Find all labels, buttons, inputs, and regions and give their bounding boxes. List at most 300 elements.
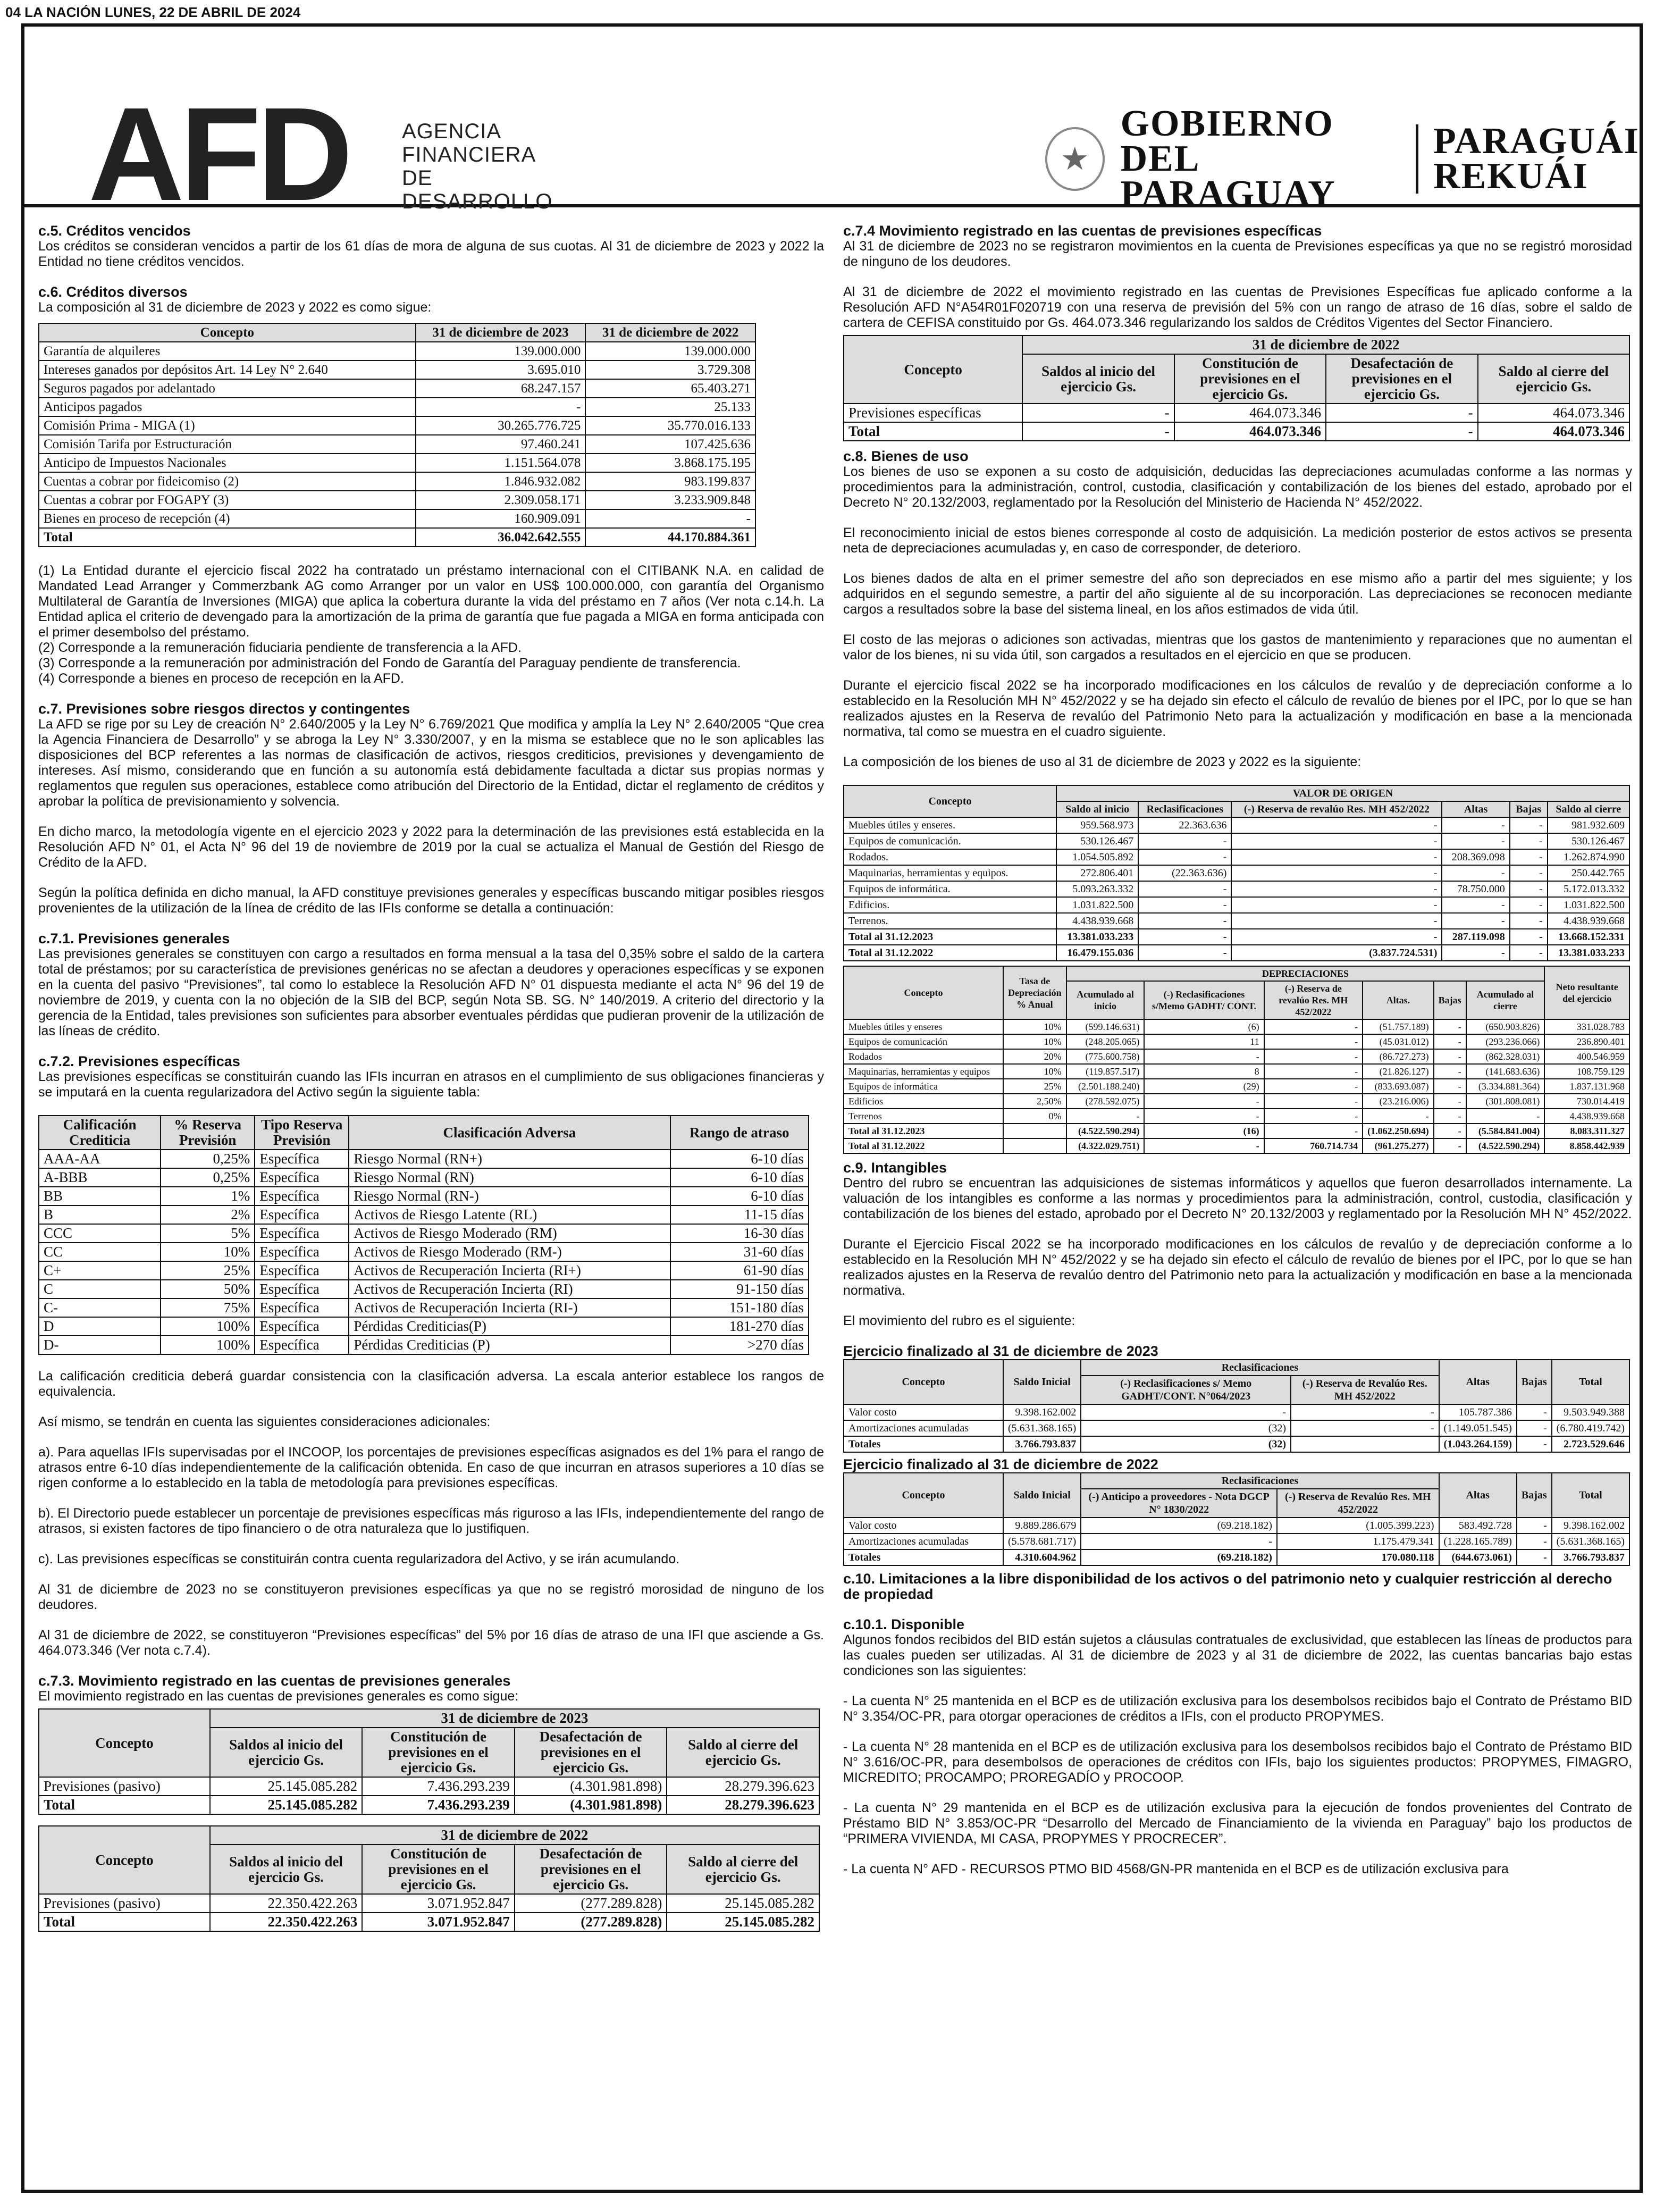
table-cell: - — [1264, 1064, 1363, 1079]
table-cell: 31-60 días — [670, 1243, 809, 1261]
table-cell: Comisión Prima - MIGA (1) — [39, 416, 416, 435]
table-cell: Total — [39, 528, 416, 547]
table-cell: 151-180 días — [670, 1298, 809, 1317]
footnotes — [38, 563, 824, 686]
table-cell: - — [585, 509, 755, 528]
table-cell: 100% — [161, 1317, 255, 1336]
table-row — [39, 416, 755, 435]
table-cell: (644.673.061) — [1439, 1549, 1517, 1565]
table-cell: C — [39, 1280, 161, 1298]
table-cell: Muebles útiles y enseres — [844, 1019, 1003, 1034]
table-cell: 13.381.033.233 — [1548, 945, 1629, 961]
table-cell: 9.503.949.388 — [1552, 1404, 1629, 1420]
table-cell: - — [1138, 881, 1231, 897]
table-title: Ejercicio finalizado al 31 de diciembre de 2023 — [843, 1343, 1158, 1359]
table-cell: 139.000.000 — [416, 342, 586, 361]
paragraph: La AFD se rige por su Ley de creación N° 2.640/2005 y la Ley N° 6.769/2021 Que modifica y amplía la Ley N° 2.640/2005 “Que crea la Agencia Financiera de Desarrollo” y se abroga la Ley N° 3.330/2007, y en la misma se establece que no le son aplicables las disposiciones del BCP referentes a las normas de clasificación de activos, riesgos crediticios, previsiones y devengamiento de intereses. Así mismo, considerando que en función a su autonomía está debidamente facultada a dictar sus propias normas y reglamentos que regulen sus operaciones, establece como atribución del Directorio de la Entidad, dictar el reglamento de créditos y aprobar la política de previsionamiento y solvencia. — [38, 717, 824, 809]
table-cell: Intereses ganados por depósitos Art. 14 Ley N° 2.640 — [39, 361, 416, 379]
table-cell: (3.334.881.364) — [1466, 1079, 1545, 1094]
table-cell: 8 — [1144, 1064, 1264, 1079]
table-row — [844, 913, 1629, 929]
table-cell: - — [1434, 1019, 1466, 1034]
section-title: c.7.1. Previsiones generales — [38, 931, 230, 946]
table-cell: (775.600.758) — [1066, 1049, 1145, 1064]
ad-header — [24, 27, 1640, 228]
paragraph: a). Para aquellas IFIs supervisadas por el INCOOP, los porcentajes de previsiones específicas asignados es del 1% para el rango de atrasos entre 6-10 días independientemente de la calificación obtenida. En caso de que incurran en atrasos superiores a 10 días se rigen conforme a lo establecido en la tabla de metodología para previsiones específicas. — [38, 1445, 824, 1490]
table-row — [39, 1187, 809, 1205]
table-cell: (69.218.182) — [1081, 1549, 1277, 1565]
table-cell: - — [1517, 1420, 1552, 1436]
paragraph: La composición al 31 de diciembre de 2023 y 2022 es como sigue: — [38, 300, 432, 315]
table-cell: (862.328.031) — [1466, 1049, 1545, 1064]
table-cell: Totales — [844, 1436, 1003, 1452]
table-cell: - — [1517, 1518, 1552, 1534]
table-cell: 16.479.155.036 — [1056, 945, 1138, 961]
table-cell: (1.149.051.545) — [1439, 1420, 1517, 1436]
table-cell: (650.903.826) — [1466, 1019, 1545, 1034]
total-row — [844, 945, 1629, 961]
table-cell: 25.133 — [585, 398, 755, 416]
table-row — [844, 881, 1629, 897]
table-cell: (141.683.636) — [1466, 1064, 1545, 1079]
paragraph: Al 31 de diciembre de 2022 el movimiento registrado en las cuentas de Previsiones Específicas fue aplicado conforme a la Resolución AFD N°A54R01F020719 con una reserva de previsión del 5% con un rango de atraso de 16 días, sobre el saldo de cartera de CEFISA constituido por Gs. 464.073.346 regularizando los saldos de Créditos Vigentes del Sector Financiero. — [843, 284, 1632, 330]
right-column — [843, 223, 1632, 1892]
table-cell: Cuentas a cobrar por FOGAPY (3) — [39, 491, 416, 509]
table-cell: Específica — [255, 1261, 349, 1280]
footnote: (2) Corresponde a la remuneración fiduciaria pendiente de transferencia a la AFD. — [38, 640, 522, 655]
table-cell: Terrenos. — [844, 913, 1056, 929]
table-row — [844, 1534, 1629, 1549]
table-row — [39, 435, 755, 454]
paragraph: La composición de los bienes de uso al 31 de diciembre de 2023 y 2022 es la siguiente: — [843, 755, 1362, 769]
paragraph: Al 31 de diciembre de 2022, se constituyeron “Previsiones específicas” del 5% por 16 días de atraso de una IFI que asciende a Gs. 464.073.346 (Ver nota c.7.4). — [38, 1628, 824, 1658]
table-cell: 0,25% — [161, 1150, 255, 1168]
afd-logo-text: AFD — [88, 80, 349, 228]
table-cell: - — [1231, 865, 1442, 881]
table-cell: - — [1291, 1420, 1439, 1436]
table-cell: - — [1442, 945, 1509, 961]
table-cell: (21.826.127) — [1363, 1064, 1434, 1079]
table-cell: - — [1081, 1534, 1277, 1549]
paragraph: Según la política definida en dicho manual, la AFD constituye previsiones generales y específicas buscando mitigar posibles riesgos provenientes de la utilización de la línea de crédito de las IFIs conforme se detalla a continuación: — [38, 885, 824, 916]
table-cell: Seguros pagados por adelantado — [39, 379, 416, 398]
table-row — [844, 1049, 1629, 1064]
table-cell: (6) — [1144, 1019, 1264, 1034]
table-row — [844, 817, 1629, 833]
table-cell: Específica — [255, 1168, 349, 1187]
table-cell: (2.501.188.240) — [1066, 1079, 1145, 1094]
bienes-depreciaciones-table: Concepto Tasa de Depreciación % Anual DEPRECIACIONES Neto resultante del ejercicio Acumulado al inicio (-) Reclasificaciones s/Memo GADHT/ CONT. (-) Reserva de revalúo Res. MH 452/2022 Altas. Bajas Acumulado al cierre Muebles útiles y enseres 10% (599.146.631) (6) - (51.757.189) - (650.903.826) 331.028.783 Equipos de comunicación 10% (248.205.065) 11 - (45.031.012) - (293.236.066) 236.890.401 Rodados 20% (775.600.758) - - (86.727.273) - (862.328.031) 400.546.959 Maquinarias, herramientas y equipos 10% (119.857.517) 8 - (21.826.127) - (141.683.636) 108.759.129 Equipos de informática 25% (2.501.188.240) (29) - (833.693.087) - (3.334.881.364) 1.837.131.968 Edificios 2,50% (278.592.075) - - (23.216.006) - (301.808.081) 730.014.419 Terrenos 0% - - - - - - 4.438.939.668 Total al 31.12.2023 (4.522.590.294) (16) - (1.062.250.694) - (5.584.841.004) 8.083.311.327 Total al 31.12.2022 (4.322.029.751) - 760.714.734 (961.275.277) - (4.522.590.294) 8.858.442.939 — [843, 966, 1630, 1154]
table-cell: (248.205.065) — [1066, 1034, 1145, 1049]
table-cell: 107.425.636 — [585, 435, 755, 454]
table-cell: 0% — [1003, 1109, 1066, 1124]
total-row — [844, 1549, 1629, 1565]
table-row — [39, 1298, 809, 1317]
table-row — [39, 1150, 809, 1168]
table-row — [844, 1404, 1629, 1420]
table-cell: - — [1231, 833, 1442, 849]
table-cell: Específica — [255, 1280, 349, 1298]
table-cell: 13.668.152.331 — [1548, 929, 1629, 945]
table-cell: (301.808.081) — [1466, 1094, 1545, 1109]
table-cell: - — [1466, 1109, 1545, 1124]
table-cell: - — [1434, 1094, 1466, 1109]
table-cell: (1.005.399.223) — [1277, 1518, 1439, 1534]
paragraph: Algunos fondos recibidos del BID están sujetos a cláusulas contratuales de exclusividad, que establecen las líneas de productos para las cuales pueden ser utilizadas. Al 31 de diciembre de 2023 y al 31 de diciembre de 2022, las cuentas bancarias bajo estas condiciones son las siguientes: — [843, 1632, 1632, 1678]
table-cell: (4.522.590.294) — [1066, 1124, 1145, 1138]
table-cell: 1.846.932.082 — [416, 472, 586, 491]
table-row — [39, 1224, 809, 1243]
table-cell: 5.172.013.332 — [1548, 881, 1629, 897]
table-cell: - — [1510, 913, 1548, 929]
table-cell: (16) — [1144, 1124, 1264, 1138]
table-cell: (69.218.182) — [1081, 1518, 1277, 1534]
table-cell: - — [1138, 849, 1231, 865]
paragraph: c). Las previsiones específicas se constituirán contra cuenta regularizadora del Activo, y se irán acumulando. — [38, 1552, 680, 1566]
table-cell: - — [1231, 817, 1442, 833]
gov-name: GOBIERNO DEL PARAGUAY — [1120, 103, 1336, 214]
table-cell: (599.146.631) — [1066, 1019, 1145, 1034]
section-title: c.7.2. Previsiones específicas — [38, 1053, 240, 1069]
section-title: c.7. Previsiones sobre riesgos directos y contingentes — [38, 701, 410, 717]
table-cell: BB — [39, 1187, 161, 1205]
table-cell — [1003, 1138, 1066, 1153]
table-cell: 25% — [1003, 1079, 1066, 1094]
table-row — [39, 509, 755, 528]
paragraph: Los créditos se consideran vencidos a partir de los 61 días de mora de alguna de sus cuotas. Al 31 de diciembre de 2023 y 2022 la Entidad no tiene créditos vencidos. — [38, 239, 824, 269]
table-cell: 50% — [161, 1280, 255, 1298]
table-row — [39, 342, 755, 361]
table-row — [39, 1261, 809, 1280]
table-cell: - — [1144, 1049, 1264, 1064]
table-row — [39, 1317, 809, 1336]
table-cell: 4.438.939.668 — [1544, 1109, 1629, 1124]
table-cell: 181-270 días — [670, 1317, 809, 1336]
table-cell: Muebles útiles y enseres. — [844, 817, 1056, 833]
paragraph: El movimiento del rubro es el siguiente: — [843, 1313, 1075, 1328]
paragraph: - La cuenta N° 29 mantenida en el BCP es de utilización exclusiva para la ejecución de fondos provenientes del Contrato de Préstamo BID N° 3.853/OC-PR “Desarrollo del Mercado de Financiamiento de la vivienda en Paraguay” bajo los productos de “PRIMERA VIVIENDA, MI CASA, PROPYMES Y PROCRECER”. — [843, 1800, 1632, 1846]
table-cell: 9.889.286.679 — [1003, 1518, 1081, 1534]
table-row — [844, 1109, 1629, 1124]
table-cell: 4.438.939.668 — [1056, 913, 1138, 929]
table-cell: (32) — [1081, 1436, 1291, 1452]
table-row — [844, 1420, 1629, 1436]
table-cell: 287.119.098 — [1442, 929, 1509, 945]
paragraph: El reconocimiento inicial de estos bienes corresponde al costo de adquisición. La medición posterior de estos activos se presenta neta de depreciaciones acumuladas y, en caso de corresponder, de deterioro. — [843, 525, 1632, 556]
table-cell: - — [1434, 1138, 1466, 1153]
table-cell: (23.216.006) — [1363, 1094, 1434, 1109]
table-cell: (51.757.189) — [1363, 1019, 1434, 1034]
table-cell: Específica — [255, 1224, 349, 1243]
table-cell: - — [1363, 1109, 1434, 1124]
table-cell: - — [1442, 913, 1509, 929]
table-cell: - — [1517, 1404, 1552, 1420]
table-cell: Maquinarias, herramientas y equipos. — [844, 865, 1056, 881]
table-cell: 25% — [161, 1261, 255, 1280]
table-cell: - — [1510, 881, 1548, 897]
table-cell: (29) — [1144, 1079, 1264, 1094]
table-cell: (3.837.724.531) — [1231, 945, 1442, 961]
bienes-valor-origen-table: Concepto VALOR DE ORIGEN Saldo al inicio Reclasificaciones (-) Reserva de revalúo Res. MH 452/2022 Altas Bajas Saldo al cierre Muebles útiles y enseres. 959.568.973 22.363.636 - - - 981.932.609 Equipos de comunicación. 530.126.467 - - - - 530.126.467 Rodados. 1.054.505.892 - - 208.369.098 - 1.262.874.990 Maquinarias, herramientas y equipos. 272.806.401 (22.363.636) - - - 250.442.765 Equipos de informática. 5.093.263.332 - - 78.750.000 - 5.172.013.332 Edificios. 1.031.822.500 - - - - 1.031.822.500 Terrenos. 4.438.939.668 - - - - 4.438.939.668 Total al 31.12.2023 13.381.033.233 - - 287.119.098 - 13.668.152.331 Total al 31.12.2022 16.479.155.036 - (3.837.724.531) - - 13.381.033.233 — [843, 785, 1630, 961]
table-cell: (1.062.250.694) — [1363, 1124, 1434, 1138]
table-cell: Garantía de alquileres — [39, 342, 416, 361]
footnote: (4) Corresponde a bienes en proceso de recepción en la AFD. — [38, 671, 404, 686]
table-cell: C+ — [39, 1261, 161, 1280]
table-cell: Amortizaciones acumuladas — [844, 1420, 1003, 1436]
table-cell: - — [1144, 1094, 1264, 1109]
table-cell: 3.766.793.837 — [1003, 1436, 1081, 1452]
paragraph: El movimiento registrado en las cuentas de previsiones generales es como sigue: — [38, 1689, 519, 1704]
table-cell: 250.442.765 — [1548, 865, 1629, 881]
table-cell: 208.369.098 — [1442, 849, 1509, 865]
section-title: c.10. Limitaciones a la libre disponibilidad de los activos o del patrimonio neto y cualquier restricción al derecho de propiedad — [843, 1571, 1612, 1602]
table-row — [39, 454, 755, 472]
table-cell: 44.170.884.361 — [585, 528, 755, 547]
table-cell: 11-15 días — [670, 1205, 809, 1224]
table-cell: 160.909.091 — [416, 509, 586, 528]
table-cell: 2.309.058.171 — [416, 491, 586, 509]
table-cell: (5.584.841.004) — [1466, 1124, 1545, 1138]
logo-divider — [1416, 124, 1418, 194]
table-cell: 61-90 días — [670, 1261, 809, 1280]
previsiones-especificas-table: Calificación Crediticia % Reserva Previsión Tipo Reserva Previsión Clasificación Adversa Rango de atraso AAA-AA 0,25% Específica Riesgo Normal (RN+) 6-10 días A-BBB 0,25% Específica Riesgo Normal (RN) 6-10 días BB 1% Específica Riesgo Normal (RN-) 6-10 días B 2% Específica Activos de Riesgo Latente (RL) 11-15 días CCC 5% Específica Activos de Riesgo Moderado (RM) 16-30 días CC 10% Específica Activos de Riesgo Moderado (RM-) 31-60 días C+ 25% Específica Activos de Recuperación Incierta (RI+) 61-90 días C 50% Específica Activos de Recuperación Incierta (RI) 91-150 días C- 75% Específica Activos de Recuperación Incierta (RI-) 151-180 días D 100% Específica Pérdidas Crediticias(P) 181-270 días D- 100% Específica Pérdidas Crediticias (P) >270 días — [38, 1115, 809, 1355]
table-cell: (32) — [1081, 1420, 1291, 1436]
table-row — [39, 1280, 809, 1298]
table-cell: Específica — [255, 1336, 349, 1354]
table-cell: 8.858.442.939 — [1544, 1138, 1629, 1153]
table-cell: - — [1434, 1049, 1466, 1064]
table-cell: - — [1510, 865, 1548, 881]
table-cell: 3.766.793.837 — [1552, 1549, 1629, 1565]
table-cell: Equipos de comunicación — [844, 1034, 1003, 1049]
table-cell: - — [1138, 929, 1231, 945]
table-cell: - — [1264, 1034, 1363, 1049]
table-cell — [1291, 1436, 1439, 1452]
table-cell: A-BBB — [39, 1168, 161, 1187]
paragraph: Al 31 de diciembre de 2023 no se registraron movimientos en la cuenta de Previsiones específicas ya que no se registró morosidad de ninguno de los deudores. — [843, 239, 1632, 269]
table-row — [844, 1079, 1629, 1094]
table-cell: 4.438.939.668 — [1548, 913, 1629, 929]
table-cell: 10% — [1003, 1064, 1066, 1079]
table-cell: - — [1231, 913, 1442, 929]
table-cell: 97.460.241 — [416, 435, 586, 454]
table-cell: 3.233.909.848 — [585, 491, 755, 509]
table-cell: (4.522.590.294) — [1466, 1138, 1545, 1153]
table-cell: Maquinarias, herramientas y equipos — [844, 1064, 1003, 1079]
table-cell: - — [1081, 1404, 1291, 1420]
paragraph: - La cuenta N° 25 mantenida en el BCP es de utilización exclusiva para los desembolsos recibidos bajo el Contrato de Préstamo BID N° 3.354/OC-PR, para otorgar operaciones de créditos a IFIs, con el producto PROPYMES. — [843, 1694, 1632, 1724]
table-cell: - — [1510, 833, 1548, 849]
table-cell: Pérdidas Crediticias (P) — [349, 1336, 670, 1354]
table-cell: Activos de Riesgo Moderado (RM) — [349, 1224, 670, 1243]
table-cell: AAA-AA — [39, 1150, 161, 1168]
table-cell: - — [1264, 1124, 1363, 1138]
table-cell: - — [1434, 1109, 1466, 1124]
table-cell: 2,50% — [1003, 1094, 1066, 1109]
government-logo — [1045, 103, 1640, 214]
table-cell: 22.363.636 — [1138, 817, 1231, 833]
table-cell: 530.126.467 — [1056, 833, 1138, 849]
table-cell: Comisión Tarifa por Estructuración — [39, 435, 416, 454]
table-title: Ejercicio finalizado al 31 de diciembre de 2022 — [843, 1456, 1158, 1472]
table-cell: 11 — [1144, 1034, 1264, 1049]
table-cell: Cuentas a cobrar por fideicomiso (2) — [39, 472, 416, 491]
table-cell: - — [1434, 1124, 1466, 1138]
table-cell: 170.080.118 — [1277, 1549, 1439, 1565]
table-cell: - — [416, 398, 586, 416]
table-cell: - — [1434, 1079, 1466, 1094]
table-cell: 100% — [161, 1336, 255, 1354]
paragraph: Dentro del rubro se encuentran las adquisiciones de sistemas informáticos y aquellos que fueron desarrollados internamente. La valuación de los intangibles es conforme a las normas y procedimientos para la administración, control, custodia, clasificación y contabilización de los bienes del estado, aprobado por el Decreto N° 20.132/2003 y reglamentado por la Resolución MH N° 452/2022. — [843, 1176, 1632, 1221]
section-title: c.5. Créditos vencidos — [38, 223, 191, 239]
table-cell: 530.126.467 — [1548, 833, 1629, 849]
section-title: c.6. Créditos diversos — [38, 284, 188, 300]
table-row — [39, 472, 755, 491]
table-cell: - — [1510, 945, 1548, 961]
table-cell: 1.031.822.500 — [1056, 897, 1138, 913]
table-cell: Riesgo Normal (RN) — [349, 1168, 670, 1187]
table-row — [39, 1205, 809, 1224]
table-cell: 959.568.973 — [1056, 817, 1138, 833]
table-cell: 30.265.776.725 — [416, 416, 586, 435]
section-title: c.7.4 Movimiento registrado en las cuentas de previsiones específicas — [843, 223, 1322, 239]
table-cell: (1.228.165.789) — [1439, 1534, 1517, 1549]
afd-logo — [88, 80, 553, 228]
table-cell: Específica — [255, 1205, 349, 1224]
table-cell: B — [39, 1205, 161, 1224]
table-cell: Edificios — [844, 1094, 1003, 1109]
section-title: c.7.3. Movimiento registrado en las cuentas de previsiones generales — [38, 1673, 511, 1689]
national-seal-icon: ★ — [1045, 127, 1105, 191]
paragraph: Durante el ejercicio fiscal 2022 se ha incorporado modificaciones en los cálculos de revalúo y de depreciación conforme a lo establecido en la Resolución MH N° 452/2022 y se ha dejado sin efecto el cálculo de revalúo de bienes por el IPC, por lo que se han realizados ajustes en la Reserva de revalúo del Patrimonio Neto para la actualización y modificación en base a la mencionada normativa, tal como se muestra en el cuadro siguiente. — [843, 678, 1632, 739]
paragraph: Los bienes de uso se exponen a su costo de adquisición, deducidas las depreciaciones acumuladas conforme a las normas y procedimientos para la administración, control, custodia, clasificación y contabilización de los bienes del estado, aprobado por el Decreto N° 20.132/2003, reglamentado por la Resolución del Ministerio de Hacienda N° 452/2022. — [843, 464, 1632, 510]
table-cell: 75% — [161, 1298, 255, 1317]
table-cell: 16-30 días — [670, 1224, 809, 1243]
table-cell: 1.054.505.892 — [1056, 849, 1138, 865]
table-row — [844, 1094, 1629, 1109]
table-row — [844, 1518, 1629, 1534]
table-cell: - — [1231, 849, 1442, 865]
table-cell: Rodados — [844, 1049, 1003, 1064]
table-cell: 5.093.263.332 — [1056, 881, 1138, 897]
table-cell: 20% — [1003, 1049, 1066, 1064]
table-cell: - — [1510, 929, 1548, 945]
table-row — [39, 361, 755, 379]
table-cell: 1.031.822.500 — [1548, 897, 1629, 913]
table-cell: - — [1138, 833, 1231, 849]
table-cell: Anticipo de Impuestos Nacionales — [39, 454, 416, 472]
table-cell: 3.868.175.195 — [585, 454, 755, 472]
table-cell: Edificios. — [844, 897, 1056, 913]
table-cell: 1.175.479.341 — [1277, 1534, 1439, 1549]
table-cell: - — [1231, 929, 1442, 945]
table-cell: 8.083.311.327 — [1544, 1124, 1629, 1138]
table-cell: - — [1434, 1064, 1466, 1079]
table-cell: 10% — [161, 1243, 255, 1261]
table-cell: - — [1066, 1109, 1145, 1124]
table-cell: - — [1510, 849, 1548, 865]
table-cell: Total al 31.12.2023 — [844, 929, 1056, 945]
table-cell: 1.262.874.990 — [1548, 849, 1629, 865]
table-cell: (5.631.368.165) — [1003, 1420, 1081, 1436]
table-cell: 583.492.728 — [1439, 1518, 1517, 1534]
table-cell: Amortizaciones acumuladas — [844, 1534, 1003, 1549]
table-cell: - — [1442, 865, 1509, 881]
table-cell: Equipos de informática. — [844, 881, 1056, 897]
table-cell: 1.151.564.078 — [416, 454, 586, 472]
table-cell: Riesgo Normal (RN-) — [349, 1187, 670, 1205]
paragraph: Durante el Ejercicio Fiscal 2022 se ha incorporado modificaciones en los cálculos de revalúo y de depreciación conforme a lo establecido en la Resolución MH N° 452/2022 y se ha dejado sin efecto el cálculo de revalúo de bienes por el IPC, por lo que se han realizados ajustes en la Reserva de revalúo dentro del Patrimonio neto para la actualización y modificación en base a la mencionada normativa. — [843, 1237, 1632, 1298]
table-cell: Equipos de informática — [844, 1079, 1003, 1094]
table-cell: 105.787.386 — [1439, 1404, 1517, 1420]
table-cell: CCC — [39, 1224, 161, 1243]
table-cell: 4.310.604.962 — [1003, 1549, 1081, 1565]
creditos-diversos-table: Concepto 31 de diciembre de 2023 31 de diciembre de 2022 Garantía de alquileres 139.000.000 139.000.000 Intereses ganados por depósitos Art. 14 Ley N° 2.640 3.695.010 3.729.308 Seguros pagados por adelantado 68.247.157 65.403.271 Anticipos pagados - 25.133 Comisión Prima - MIGA (1) 30.265.776.725 35.770.016.133 Comisión Tarifa por Estructuración 97.460.241 107.425.636 Anticipo de Impuestos Nacionales 1.151.564.078 3.868.175.195 Cuentas a cobrar por fideicomiso (2) 1.846.932.082 983.199.837 Cuentas a cobrar por FOGAPY (3) 2.309.058.171 3.233.909.848 Bienes en proceso de recepción (4) 160.909.091 - Total 36.042.642.555 44.170.884.361 — [38, 323, 756, 547]
table-row — [844, 833, 1629, 849]
table-cell: (119.857.517) — [1066, 1064, 1145, 1079]
left-column — [38, 223, 824, 1932]
table-cell: Específica — [255, 1317, 349, 1336]
paragraph: - La cuenta N° 28 mantenida en el BCP es de utilización exclusiva para los desembolsos recibidos bajo el Contrato de Préstamo BID N° 3.616/OC-PR, para desembolsos de operaciones de créditos con IFIs, bajo los siguientes productos: PROPYMES, FIMAGRO, MICREDITO; PROCAMPO; PROREGADÍO y PROCOOP. — [843, 1739, 1632, 1785]
paragraph: Al 31 de diciembre de 2023 no se constituyeron previsiones específicas ya que no se registró morosidad de ninguno de los deudores. — [38, 1582, 824, 1612]
total-row — [844, 1436, 1629, 1452]
table-cell: 983.199.837 — [585, 472, 755, 491]
table-cell: Total al 31.12.2023 — [844, 1124, 1003, 1138]
table-cell: (45.031.012) — [1363, 1034, 1434, 1049]
table-cell: Totales — [844, 1549, 1003, 1565]
masthead-date: 04 LA NACIÓN LUNES, 22 DE ABRIL DE 2024 — [5, 4, 301, 20]
table-cell: Activos de Riesgo Moderado (RM-) — [349, 1243, 670, 1261]
table-cell: 730.014.419 — [1544, 1094, 1629, 1109]
paragraph: - La cuenta N° AFD - RECURSOS PTMO BID 4568/GN-PR mantenida en el BCP es de utilización exclusiva para — [843, 1862, 1509, 1876]
table-cell: CC — [39, 1243, 161, 1261]
table-cell: - — [1144, 1109, 1264, 1124]
table-cell: 68.247.157 — [416, 379, 586, 398]
table-row — [844, 1064, 1629, 1079]
table-cell: (293.236.066) — [1466, 1034, 1545, 1049]
table-cell: (5.631.368.165) — [1552, 1534, 1629, 1549]
intangibles-2023-table: Concepto Saldo Inicial Reclasificaciones Altas Bajas Total (-) Reclasificaciones s/ Memo GADHT/CONT. N°064/2023 (-) Reserva de Revalúo Res. MH 452/2022 Valor costo 9.398.162.002 - - 105.787.386 - 9.503.949.388 Amortizaciones acumuladas (5.631.368.165) (32) - (1.149.051.545) - (6.780.419.742) Totales 3.766.793.837 (32) (1.043.264.159) - 2.723.529.646 — [843, 1359, 1630, 1453]
table-cell: Activos de Riesgo Latente (RL) — [349, 1205, 670, 1224]
section-title: c.8. Bienes de uso — [843, 448, 969, 464]
footnote: (3) Corresponde a la remuneración por administración del Fondo de Garantía del Paraguay pendiente de transferencia. — [38, 656, 741, 671]
subsection-title: c.10.1. Disponible — [843, 1616, 965, 1632]
table-cell: - — [1264, 1049, 1363, 1064]
previsiones-generales-2023-table: Concepto 31 de diciembre de 2023 Saldos al inicio del ejercicio Gs. Constitución de previsiones en el ejercicio Gs. Desafectación de previsiones en el ejercicio Gs. Saldo al cierre del ejercicio Gs. Previsiones (pasivo) 25.145.085.282 7.436.293.239 (4.301.981.898) 28.279.396.623 Total 25.145.085.282 7.436.293.239 (4.301.981.898) 28.279.396.623 — [38, 1708, 820, 1815]
intangibles-2022-table: Concepto Saldo Inicial Reclasificaciones Altas Bajas Total (-) Anticipo a proveedores - Nota DGCP N° 1830/2022 (-) Reserva de Revalúo Res. MH 452/2022 Valor costo 9.889.286.679 (69.218.182) (1.005.399.223) 583.492.728 - 9.398.162.002 Amortizaciones acumuladas (5.578.681.717) - 1.175.479.341 (1.228.165.789) - (5.631.368.165) Totales 4.310.604.962 (69.218.182) 170.080.118 (644.673.061) - 3.766.793.837 — [843, 1472, 1630, 1566]
table-cell: 6-10 días — [670, 1187, 809, 1205]
table-cell: 236.890.401 — [1544, 1034, 1629, 1049]
table-cell: - — [1144, 1138, 1264, 1153]
table-cell: 139.000.000 — [585, 342, 755, 361]
paragraph: El costo de las mejoras o adiciones son activadas, mientras que los gastos de mantenimiento y reparaciones que no aumentan el valor de los bienes, ni su vida útil, son cargados a resultados en el ejercicio en que se producen. — [843, 632, 1632, 663]
previsiones-generales-2022-table: Concepto 31 de diciembre de 2022 Saldos al inicio del ejercicio Gs. Constitución de previsiones en el ejercicio Gs. Desafectación de previsiones en el ejercicio Gs. Saldo al cierre del ejercicio Gs. Previsiones (pasivo) 22.350.422.263 3.071.952.847 (277.289.828) 25.145.085.282 Total 22.350.422.263 3.071.952.847 (277.289.828) 25.145.085.282 — [38, 1825, 820, 1932]
table-cell: - — [1138, 945, 1231, 961]
table-cell: 0,25% — [161, 1168, 255, 1187]
table-row — [844, 849, 1629, 865]
table-cell: - — [1517, 1534, 1552, 1549]
table-cell: (961.275.277) — [1363, 1138, 1434, 1153]
table-cell: (1.043.264.159) — [1439, 1436, 1517, 1452]
table-cell: Anticipos pagados — [39, 398, 416, 416]
table-cell: D — [39, 1317, 161, 1336]
table-row — [39, 1336, 809, 1354]
table-cell: 35.770.016.133 — [585, 416, 755, 435]
table-cell: >270 días — [670, 1336, 809, 1354]
table-cell: 9.398.162.002 — [1552, 1518, 1629, 1534]
table-cell: 2.723.529.646 — [1552, 1436, 1629, 1452]
table-cell: 65.403.271 — [585, 379, 755, 398]
